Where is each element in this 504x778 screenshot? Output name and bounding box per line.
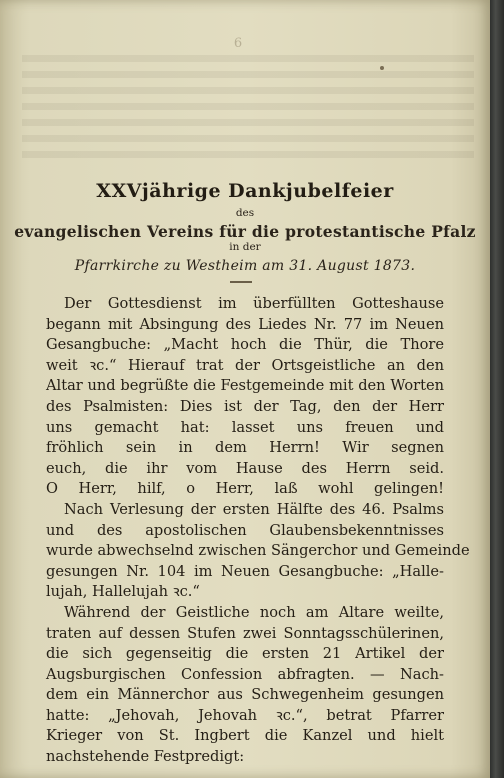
heading-organization: evangelischen Vereins für die protestantische Pfalz [14,222,476,241]
body-line: wurde abwechselnd zwischen Sängerchor und Gemeinde [46,542,470,560]
page-number: 6 [233,36,243,51]
heading-place-date: Pfarrkirche zu Westheim am 31. August 1873. [74,258,416,274]
body-line: gesungen Nr. 104 im Neuen Gesangbuche: „Halle- [46,562,444,580]
body-line: des Psalmisten: Dies ist der Tag, den der Herr [46,397,444,415]
body-line: Der Gottesdienst im überfüllten Gotteshause [64,295,444,312]
bleed-through-text [22,48,474,158]
heading-in-der: in der [229,241,261,253]
body-line: euch, die ihr vom Hause des Herrn seid. [46,459,444,477]
body-line: fröhlich sein in dem Herrn! Wir segnen [46,439,444,457]
body-line: traten auf dessen Stufen zwei Sonntagsschülerinen, [46,624,444,642]
body-line: nachstehende Festpredigt: [46,748,245,766]
body-line: Nach Verlesung der ersten Hälfte des 46. Psalms [64,500,444,518]
section-divider [230,281,252,283]
body-line: lujah, Hallelujah ꝛc.“ [46,583,200,601]
body-line: und des apostolischen Glaubensbekenntnisses [46,521,444,539]
body-line: Krieger von St. Ingbert die Kanzel und hielt [46,727,444,745]
body-line: Während der Geistliche noch am Altare weilte, [64,603,444,621]
body-line: weit ꝛc.“ Hierauf trat der Ortsgeistliche an den [46,356,444,374]
book-edge [490,0,504,778]
body-paragraphs [46,294,470,768]
body-line: die sich gegenseitig die ersten 21 Artikel der [46,645,444,663]
ink-speck [380,66,384,70]
body-line: Gesangbuche: „Macht hoch die Thür, die Thore [46,336,444,354]
body-line: begann mit Absingung des Liedes Nr. 77 im Neuen [46,315,444,333]
body-line: uns gemacht hat: lasset uns freuen und [46,418,444,436]
body-line: dem ein Männerchor aus Schwegenheim gesungen [46,686,444,704]
body-line: O Herr, hilf, o Herr, laß wohl gelingen! [46,480,444,498]
heading-title: XXVjährige Dankjubelfeier [96,180,394,202]
heading-des: des [235,207,255,219]
body-line: Augsburgischen Confession abfragten. — Nach- [46,665,444,683]
body-line: Altar und begrüßte die Festgemeinde mit den Worten [46,377,444,395]
body-line: hatte: „Jehovah, Jehovah ꝛc.“, betrat Pfarrer [46,706,444,724]
